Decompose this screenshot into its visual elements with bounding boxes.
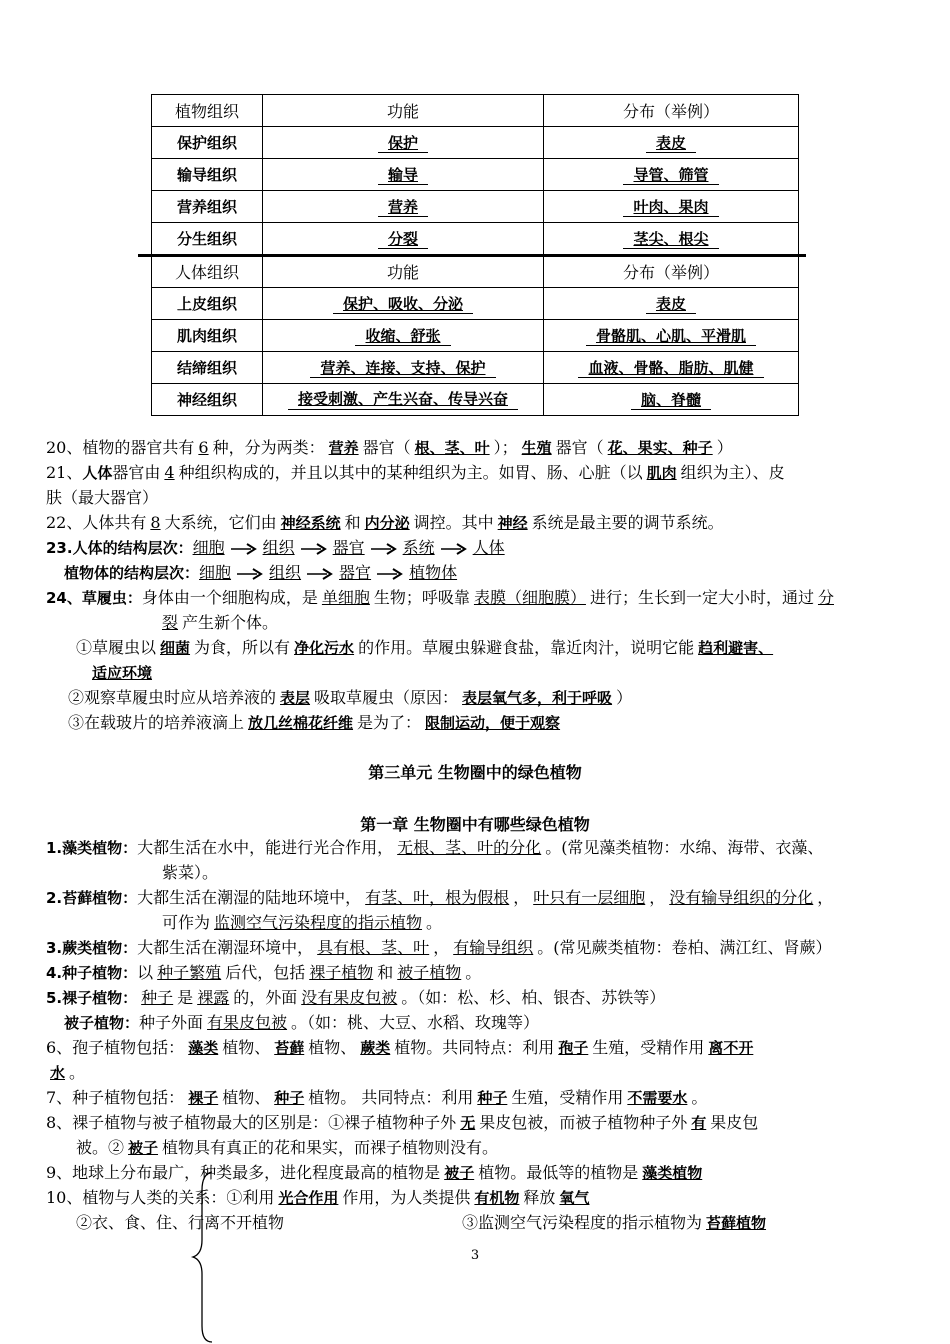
answer-blank: 内分泌 bbox=[364, 514, 410, 532]
text-segment: 苔藓植物： bbox=[62, 889, 138, 907]
tissue-name: 肌肉组织 bbox=[176, 327, 237, 345]
line-q24a bbox=[46, 587, 838, 609]
table-cell bbox=[263, 352, 544, 384]
unit-title: 第三单元 生物圈中的绿色植物 bbox=[368, 763, 582, 782]
table-row bbox=[152, 223, 799, 255]
distribution-cell: 骨骼肌、心肌、平滑肌 bbox=[586, 327, 756, 346]
level-item: 器官 bbox=[339, 563, 372, 582]
text-segment: 。 bbox=[426, 913, 443, 932]
text-segment: 被子植物： bbox=[64, 1014, 140, 1032]
answer-blank: 4 bbox=[164, 463, 175, 482]
level-item: 组织 bbox=[269, 563, 302, 582]
line-q23a bbox=[46, 537, 505, 559]
line-q24d bbox=[68, 687, 632, 709]
line-q22 bbox=[46, 512, 724, 534]
text-segment: 植物具有真正的花和果实，而裸子植物则没有。 bbox=[162, 1138, 499, 1157]
answer-blank: 无根、茎、叶的分化 bbox=[397, 838, 542, 857]
text-segment: 1. bbox=[46, 839, 63, 857]
text-segment: 5. bbox=[46, 989, 63, 1007]
text-segment: 6、孢子植物包括： bbox=[46, 1038, 185, 1057]
text-segment: 产生新个体。 bbox=[182, 613, 279, 632]
arrow-right-icon bbox=[439, 538, 469, 557]
distribution-cell: 叶肉、果肉 bbox=[623, 198, 718, 217]
table-row bbox=[152, 159, 799, 191]
header-cell: 植物组织 bbox=[152, 95, 263, 127]
text-segment: 调控。其中 bbox=[413, 513, 494, 532]
text-segment: 10、植物与人类的关系：①利用 bbox=[46, 1188, 275, 1207]
text-segment: 9、地球上分布最广，种类最多，进化程度最高的植物是 bbox=[46, 1163, 441, 1182]
text-segment: ） bbox=[716, 438, 733, 457]
distribution-cell: 茎尖、根尖 bbox=[623, 230, 718, 249]
answer-blank: 花、果实、种子 bbox=[607, 439, 713, 457]
tissue-name: 营养组织 bbox=[176, 198, 237, 216]
header-cell: 功能 bbox=[263, 256, 544, 288]
text-segment: 被。② bbox=[76, 1138, 125, 1157]
arrow-right-icon bbox=[369, 538, 399, 557]
text-segment: 大都生活在水中，能进行光合作用， bbox=[137, 838, 394, 857]
table-cell bbox=[152, 288, 263, 320]
table-cell bbox=[152, 191, 263, 223]
answer-blank: 裸露 bbox=[197, 988, 230, 1007]
table-row bbox=[152, 191, 799, 223]
text-segment: 21、 bbox=[46, 463, 83, 482]
answer-blank: 不需要水 bbox=[627, 1089, 688, 1107]
text-segment: 植物、 bbox=[308, 1038, 357, 1057]
table-cell bbox=[544, 159, 799, 191]
answer-blank: 被子 bbox=[444, 1164, 475, 1182]
text-segment: 生殖，受精作用 bbox=[511, 1088, 624, 1107]
distribution-cell: 血液、骨骼、脂肪、肌健 bbox=[578, 359, 763, 378]
answer-blank: 有 bbox=[691, 1114, 707, 1132]
text-segment: ③监测空气污染程度的指示植物为 bbox=[462, 1213, 703, 1232]
table-cell bbox=[152, 352, 263, 384]
line-q24c1 bbox=[76, 637, 777, 659]
answer-blank: 离不开 bbox=[708, 1039, 754, 1057]
text-segment: 以 bbox=[137, 963, 154, 982]
answer-blank: 细菌 bbox=[160, 639, 191, 657]
line-q21b: 肤（最大器官） bbox=[46, 488, 159, 507]
answer-blank: 蕨类 bbox=[360, 1039, 391, 1057]
table-cell bbox=[263, 320, 544, 352]
text-segment: 器官（ bbox=[555, 438, 604, 457]
table-cell bbox=[544, 352, 799, 384]
table-cell bbox=[152, 223, 263, 255]
text-segment: 进行；生长到一定大小时，通过 bbox=[589, 588, 814, 607]
answer-blank: 有果皮包被 bbox=[207, 1013, 288, 1032]
header-cell: 分布（举例） bbox=[544, 256, 799, 288]
line-p7 bbox=[46, 1087, 707, 1109]
text-segment: 。（如：桃、大豆、水稻、玫瑰等） bbox=[291, 1013, 540, 1032]
tissue-name: 结缔组织 bbox=[176, 359, 237, 377]
line-p9 bbox=[46, 1162, 706, 1184]
line-p6a bbox=[46, 1037, 757, 1059]
table-row bbox=[152, 352, 799, 384]
answer-blank: 8 bbox=[150, 513, 161, 532]
line-p1a bbox=[46, 837, 823, 859]
answer-blank: 肌肉 bbox=[646, 464, 677, 482]
tissue-name: 上皮组织 bbox=[176, 295, 237, 313]
text-segment: 草履虫： bbox=[81, 589, 142, 607]
answer-blank: 裸子 bbox=[188, 1089, 219, 1107]
table-cell bbox=[152, 320, 263, 352]
table-header-row bbox=[152, 256, 799, 288]
level-item: 植物体 bbox=[409, 563, 458, 582]
answer-blank: 氧气 bbox=[559, 1189, 590, 1207]
distribution-cell: 脑、脊髓 bbox=[631, 391, 711, 410]
table-cell bbox=[263, 191, 544, 223]
text-segment: 7、种子植物包括： bbox=[46, 1088, 185, 1107]
text-segment: 身体由一个细胞构成，是 bbox=[141, 588, 318, 607]
text-segment: 。 bbox=[69, 1063, 86, 1082]
function-cell: 保护、吸收、分泌 bbox=[333, 295, 473, 314]
text-segment: ）； bbox=[493, 438, 518, 457]
text-segment: 种子植物： bbox=[62, 964, 138, 982]
table-cell bbox=[263, 384, 544, 416]
table-cell bbox=[152, 159, 263, 191]
table-cell bbox=[263, 288, 544, 320]
text-segment: 。(常见蕨类植物：卷柏、满江红、肾蕨） bbox=[537, 938, 832, 957]
answer-blank: 被子 bbox=[128, 1139, 159, 1157]
text-segment: 8、裸子植物与被子植物最大的区别是：①裸子植物种子外 bbox=[46, 1113, 457, 1132]
text-segment: 。（如：松、杉、柏、银杏、苏铁等） bbox=[401, 988, 666, 1007]
answer-blank: 监测空气污染程度的指示植物 bbox=[214, 913, 423, 932]
line-p10a bbox=[46, 1187, 593, 1209]
table-row bbox=[152, 384, 799, 416]
level-item: 细胞 bbox=[199, 563, 232, 582]
table-cell bbox=[152, 384, 263, 416]
level-label: 植物体的结构层次： bbox=[64, 564, 200, 582]
answer-blank: 水 bbox=[50, 1064, 66, 1082]
text-segment: 和 bbox=[377, 963, 394, 982]
line-q20 bbox=[46, 437, 733, 459]
text-segment: 3. bbox=[46, 939, 63, 957]
text-segment: 可作为 bbox=[162, 913, 211, 932]
answer-blank: 表层氧气多，利于呼吸 bbox=[462, 689, 613, 707]
answer-blank: 被子植物 bbox=[397, 963, 462, 982]
answer-blank: 藻类植物 bbox=[642, 1164, 703, 1182]
text-segment: 果皮包被，而被子植物种子外 bbox=[479, 1113, 688, 1132]
text-segment: 植物。最低等的植物是 bbox=[478, 1163, 639, 1182]
answer-blank: 孢子 bbox=[558, 1039, 589, 1057]
table-cell bbox=[544, 127, 799, 159]
text-segment: ， bbox=[817, 888, 834, 907]
text-segment: 20、植物的器官共有 bbox=[46, 438, 195, 457]
line-p2b bbox=[162, 912, 442, 934]
text-segment: 种子外面 bbox=[139, 1013, 204, 1032]
text-segment: 人体 bbox=[82, 464, 113, 482]
answer-blank: 根、茎、叶 bbox=[414, 439, 490, 457]
text-segment: 的，外面 bbox=[233, 988, 298, 1007]
text-segment: 植物。 共同特点：利用 bbox=[308, 1088, 474, 1107]
answer-blank: 苔藓植物 bbox=[706, 1214, 767, 1232]
text-segment: ， bbox=[649, 888, 666, 907]
answer-blank: 6 bbox=[198, 438, 209, 457]
answer-blank: 营养 bbox=[328, 439, 359, 457]
tissue-name: 保护组织 bbox=[176, 134, 237, 152]
line-p8a bbox=[46, 1112, 758, 1134]
text-segment: 作用，为人类提供 bbox=[342, 1188, 471, 1207]
text-segment: 植物。共同特点：利用 bbox=[394, 1038, 555, 1057]
answer-blank: 净化污水 bbox=[294, 639, 355, 657]
text-segment: 生殖，受精作用 bbox=[592, 1038, 705, 1057]
line-p2a bbox=[46, 887, 833, 909]
text-segment: 是为了： bbox=[357, 713, 422, 732]
table-cell bbox=[263, 127, 544, 159]
answer-blank: 种子 bbox=[477, 1089, 508, 1107]
answer-blank: 没有输导组织的分化 bbox=[669, 888, 814, 907]
answer-blank: 有茎、叶，根为假根 bbox=[365, 888, 510, 907]
table-cell bbox=[152, 127, 263, 159]
function-cell: 分裂 bbox=[378, 230, 428, 249]
text-segment: 。 bbox=[465, 963, 482, 982]
text-segment: 藻类植物： bbox=[62, 839, 138, 857]
text-segment: 释放 bbox=[523, 1188, 556, 1207]
answer-blank: 没有果皮包被 bbox=[301, 988, 398, 1007]
tissue-name: 神经组织 bbox=[176, 391, 237, 409]
distribution-cell: 表皮 bbox=[646, 134, 696, 153]
answer-blank: 种子繁殖 bbox=[157, 963, 222, 982]
text-segment: 器官由 bbox=[112, 463, 161, 482]
answer-blank: 表层 bbox=[280, 689, 311, 707]
answer-blank: 有输导组织 bbox=[453, 938, 534, 957]
arrow-right-icon bbox=[305, 563, 335, 582]
line-q24b bbox=[158, 612, 278, 634]
answer-blank: 苔藓 bbox=[274, 1039, 305, 1057]
table-cell bbox=[263, 159, 544, 191]
text-segment: 22、人体共有 bbox=[46, 513, 147, 532]
text-segment: 植物、 bbox=[222, 1088, 271, 1107]
arrow-right-icon bbox=[375, 563, 405, 582]
text-segment: 器官（ bbox=[362, 438, 411, 457]
text-segment: 吸取草履虫（原因： bbox=[314, 688, 459, 707]
text-segment: 大都生活在潮湿的陆地环境中， bbox=[137, 888, 362, 907]
text-segment: 植物、 bbox=[222, 1038, 271, 1057]
page-number: 3 bbox=[470, 1248, 480, 1263]
answer: 适应环境 bbox=[92, 664, 153, 682]
text-segment: 24、 bbox=[46, 589, 82, 607]
answer-blank: 裸子植物 bbox=[309, 963, 374, 982]
text-segment: 大都生活在潮湿环境中， bbox=[137, 938, 314, 957]
header-cell: 人体组织 bbox=[152, 256, 263, 288]
table-header-row bbox=[152, 95, 799, 127]
answer-blank: 限制运动，便于观察 bbox=[425, 714, 561, 732]
text-segment: 系统是最主要的调节系统。 bbox=[531, 513, 724, 532]
chapter-title: 第一章 生物圈中有哪些绿色植物 bbox=[360, 815, 590, 834]
text-segment: 为食，所以有 bbox=[194, 638, 291, 657]
table-cell bbox=[544, 384, 799, 416]
table-row bbox=[152, 320, 799, 352]
line-p1b: 紫菜）。 bbox=[162, 863, 219, 882]
text-segment: ②观察草履虫时应从培养液的 bbox=[68, 688, 277, 707]
text-segment: 蕨类植物： bbox=[62, 939, 138, 957]
text-segment: ①草履虫以 bbox=[76, 638, 157, 657]
tissue-name: 分生组织 bbox=[176, 230, 237, 248]
answer-blank: 单细胞 bbox=[321, 588, 370, 607]
answer-blank: 神经系统 bbox=[280, 514, 341, 532]
arrow-right-icon bbox=[299, 538, 329, 557]
text-segment: 的作用。草履虫躲避食盐，靠近肉汁，说明它能 bbox=[358, 638, 695, 657]
function-cell: 接受刺激、产生兴奋、传导兴奋 bbox=[288, 389, 518, 410]
level-item: 细胞 bbox=[192, 538, 225, 557]
text-segment: ③在载玻片的培养液滴上 bbox=[68, 713, 245, 732]
level-item: 系统 bbox=[402, 538, 435, 557]
line-q24c2 bbox=[92, 662, 152, 684]
answer-blank: 具有根、茎、叶 bbox=[317, 938, 430, 957]
text-segment: ， bbox=[433, 938, 450, 957]
answer-blank: 无 bbox=[460, 1114, 476, 1132]
text-segment: 裸子植物： bbox=[62, 989, 138, 1007]
answer-blank: 裂 bbox=[162, 613, 179, 632]
text-segment: ， bbox=[513, 888, 530, 907]
answer-blank: 神经 bbox=[497, 514, 528, 532]
text-segment: 组织为主）、皮 bbox=[680, 463, 785, 482]
text-segment: 果皮包 bbox=[710, 1113, 759, 1132]
text-segment: 4. bbox=[46, 964, 63, 982]
function-cell: 营养、连接、支持、保护 bbox=[310, 359, 495, 378]
line-p5 bbox=[46, 987, 665, 1009]
distribution-cell: 导管、筛管 bbox=[623, 166, 718, 185]
text-segment: 2. bbox=[46, 889, 63, 907]
function-cell: 收缩、舒张 bbox=[355, 327, 450, 346]
function-cell: 输导 bbox=[378, 166, 428, 185]
level-item: 人体 bbox=[472, 538, 505, 557]
level-item: 组织 bbox=[262, 538, 295, 557]
line-p6b bbox=[46, 1062, 85, 1084]
line-q24e bbox=[68, 712, 564, 734]
function-cell: 保护 bbox=[378, 134, 428, 153]
table-cell bbox=[544, 288, 799, 320]
table-cell bbox=[544, 320, 799, 352]
line-q23b bbox=[64, 562, 457, 584]
answer-blank: 有机物 bbox=[474, 1189, 520, 1207]
line-p8b bbox=[76, 1137, 498, 1159]
answer-blank: 藻类 bbox=[188, 1039, 219, 1057]
table-cell bbox=[544, 223, 799, 255]
text-segment: 是 bbox=[177, 988, 194, 1007]
level-label: 23.人体的结构层次： bbox=[46, 539, 193, 557]
line-p10b: ②衣、食、住、行离不开植物 bbox=[76, 1213, 285, 1232]
text-segment: 和 bbox=[344, 513, 361, 532]
answer-blank: 放几丝棉花纤维 bbox=[248, 714, 354, 732]
text-segment: 生物；呼吸靠 bbox=[373, 588, 470, 607]
table-cell bbox=[263, 223, 544, 255]
text-segment: 。(常见藻类植物：水绵、海带、衣藻、 bbox=[545, 838, 824, 857]
answer-blank: 表膜（细胞膜） bbox=[473, 588, 586, 607]
human-tissue-table bbox=[151, 255, 799, 416]
table-cell bbox=[544, 191, 799, 223]
line-p4 bbox=[46, 962, 481, 984]
line-p3 bbox=[46, 937, 831, 959]
tissue-name: 输导组织 bbox=[176, 166, 237, 184]
plant-tissue-table bbox=[151, 94, 799, 255]
text-segment: 种，分为两类： bbox=[212, 438, 325, 457]
answer-blank: 光合作用 bbox=[278, 1189, 339, 1207]
arrow-right-icon bbox=[229, 538, 259, 557]
level-item: 器官 bbox=[332, 538, 365, 557]
table-row bbox=[152, 288, 799, 320]
text-segment: 种组织构成的，并且以其中的某种组织为主。如胃、肠、心脏（以 bbox=[178, 463, 643, 482]
header-cell: 分布（举例） bbox=[544, 95, 799, 127]
function-cell: 营养 bbox=[378, 198, 428, 217]
text-segment: 。 bbox=[691, 1088, 708, 1107]
header-cell: 功能 bbox=[263, 95, 544, 127]
arrow-right-icon bbox=[235, 563, 265, 582]
line-q21a bbox=[46, 462, 785, 484]
text-segment: 大系统，它们由 bbox=[164, 513, 277, 532]
answer-blank: 种子 bbox=[274, 1089, 305, 1107]
text-segment: 后代，包括 bbox=[225, 963, 306, 982]
distribution-cell: 表皮 bbox=[646, 295, 696, 314]
answer-blank: 生殖 bbox=[521, 439, 552, 457]
line-p5b bbox=[64, 1012, 539, 1034]
text-segment: ） bbox=[616, 688, 633, 707]
answer-blank: 趋利避害、 bbox=[698, 639, 774, 657]
table-row bbox=[152, 127, 799, 159]
answer-blank: 叶只有一层细胞 bbox=[533, 888, 646, 907]
answer-blank: 种子 bbox=[141, 988, 174, 1007]
line-p10c bbox=[462, 1212, 770, 1234]
answer-blank: 分 bbox=[817, 588, 834, 607]
